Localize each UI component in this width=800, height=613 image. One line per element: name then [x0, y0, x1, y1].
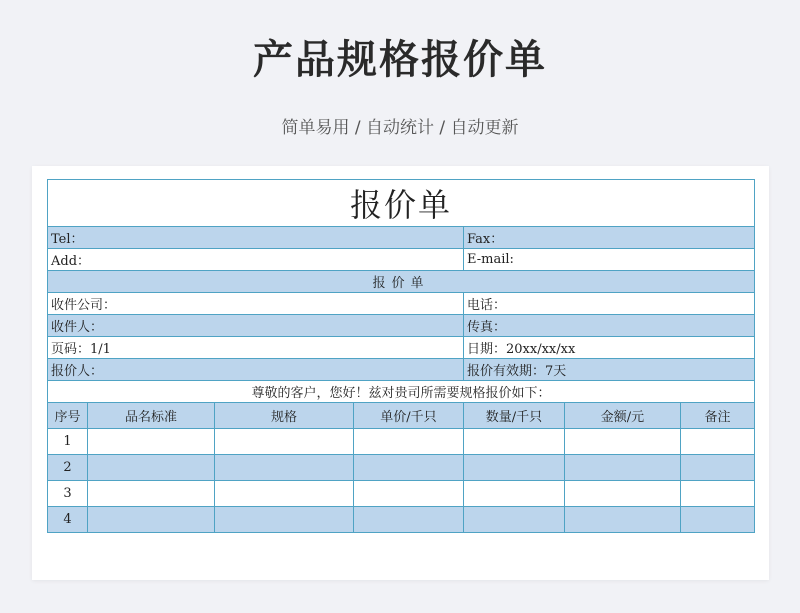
cell-product[interactable]	[88, 481, 215, 507]
col-header-index[interactable]: 序号	[48, 403, 88, 429]
cell-amount[interactable]	[565, 455, 681, 481]
company-cell[interactable]: 收件公司：	[48, 293, 464, 315]
tel-row	[48, 227, 755, 249]
col-header-product[interactable]: 品名标准	[88, 403, 215, 429]
recipient-row	[48, 315, 755, 337]
quote-table	[47, 179, 755, 533]
spreadsheet	[47, 179, 755, 580]
row-index[interactable]: 4	[48, 507, 88, 533]
cell-quantity[interactable]	[464, 429, 565, 455]
row-index[interactable]: 2	[48, 455, 88, 481]
cell-spec[interactable]	[215, 455, 354, 481]
date-cell[interactable]: 日期：20xx/xx/xx	[464, 337, 755, 359]
quoter-row	[48, 359, 755, 381]
address-row	[48, 249, 755, 271]
col-header-amount[interactable]: 金额/元	[565, 403, 681, 429]
cell-remark[interactable]	[681, 481, 755, 507]
cell-remark[interactable]	[681, 455, 755, 481]
table-row	[48, 429, 755, 455]
row-index[interactable]: 1	[48, 429, 88, 455]
cell-amount[interactable]	[565, 481, 681, 507]
cell-amount[interactable]	[565, 507, 681, 533]
cell-spec[interactable]	[215, 481, 354, 507]
cell-product[interactable]	[88, 455, 215, 481]
cell-remark[interactable]	[681, 429, 755, 455]
cell-quantity[interactable]	[464, 455, 565, 481]
cell-quantity[interactable]	[464, 481, 565, 507]
quoter-cell[interactable]: 报价人：	[48, 359, 464, 381]
email-cell[interactable]: E-mail:	[464, 249, 755, 271]
column-header-row	[48, 403, 755, 429]
greeting-row	[48, 381, 755, 403]
cell-remark[interactable]	[681, 507, 755, 533]
col-header-spec[interactable]: 规格	[215, 403, 354, 429]
section-row	[48, 271, 755, 293]
col-header-remark[interactable]: 备注	[681, 403, 755, 429]
page-row	[48, 337, 755, 359]
table-row	[48, 455, 755, 481]
section-title[interactable]: 报价单	[48, 271, 755, 293]
table-row	[48, 481, 755, 507]
cell-quantity[interactable]	[464, 507, 565, 533]
row-index[interactable]: 3	[48, 481, 88, 507]
tel-cell[interactable]: Tel：	[48, 227, 464, 249]
quote-sheet-card	[32, 166, 769, 580]
page-title: 产品规格报价单	[253, 37, 547, 83]
col-header-quantity[interactable]: 数量/千只	[464, 403, 565, 429]
cell-amount[interactable]	[565, 429, 681, 455]
address-cell[interactable]: Add：	[48, 249, 464, 271]
cell-unit-price[interactable]	[354, 481, 464, 507]
fax-cell[interactable]: Fax：	[464, 227, 755, 249]
cell-spec[interactable]	[215, 507, 354, 533]
validity-cell[interactable]: 报价有效期：7天	[464, 359, 755, 381]
cell-product[interactable]	[88, 429, 215, 455]
company-row	[48, 293, 755, 315]
cell-unit-price[interactable]	[354, 429, 464, 455]
doc-title[interactable]: 报价单	[48, 180, 755, 227]
cell-spec[interactable]	[215, 429, 354, 455]
recipient-cell[interactable]: 收件人：	[48, 315, 464, 337]
cell-product[interactable]	[88, 507, 215, 533]
table-row	[48, 507, 755, 533]
page-number-cell[interactable]: 页码：1/1	[48, 337, 464, 359]
page-subtitle: 简单易用 / 自动统计 / 自动更新	[281, 118, 519, 138]
col-header-unit-price[interactable]: 单价/千只	[354, 403, 464, 429]
phone-cell[interactable]: 电话：	[464, 293, 755, 315]
cell-unit-price[interactable]	[354, 507, 464, 533]
fax-cn-cell[interactable]: 传真：	[464, 315, 755, 337]
cell-unit-price[interactable]	[354, 455, 464, 481]
doc-title-row	[48, 180, 755, 227]
greeting-text[interactable]: 尊敬的客户，您好！兹对贵司所需要规格报价如下：	[48, 381, 755, 403]
